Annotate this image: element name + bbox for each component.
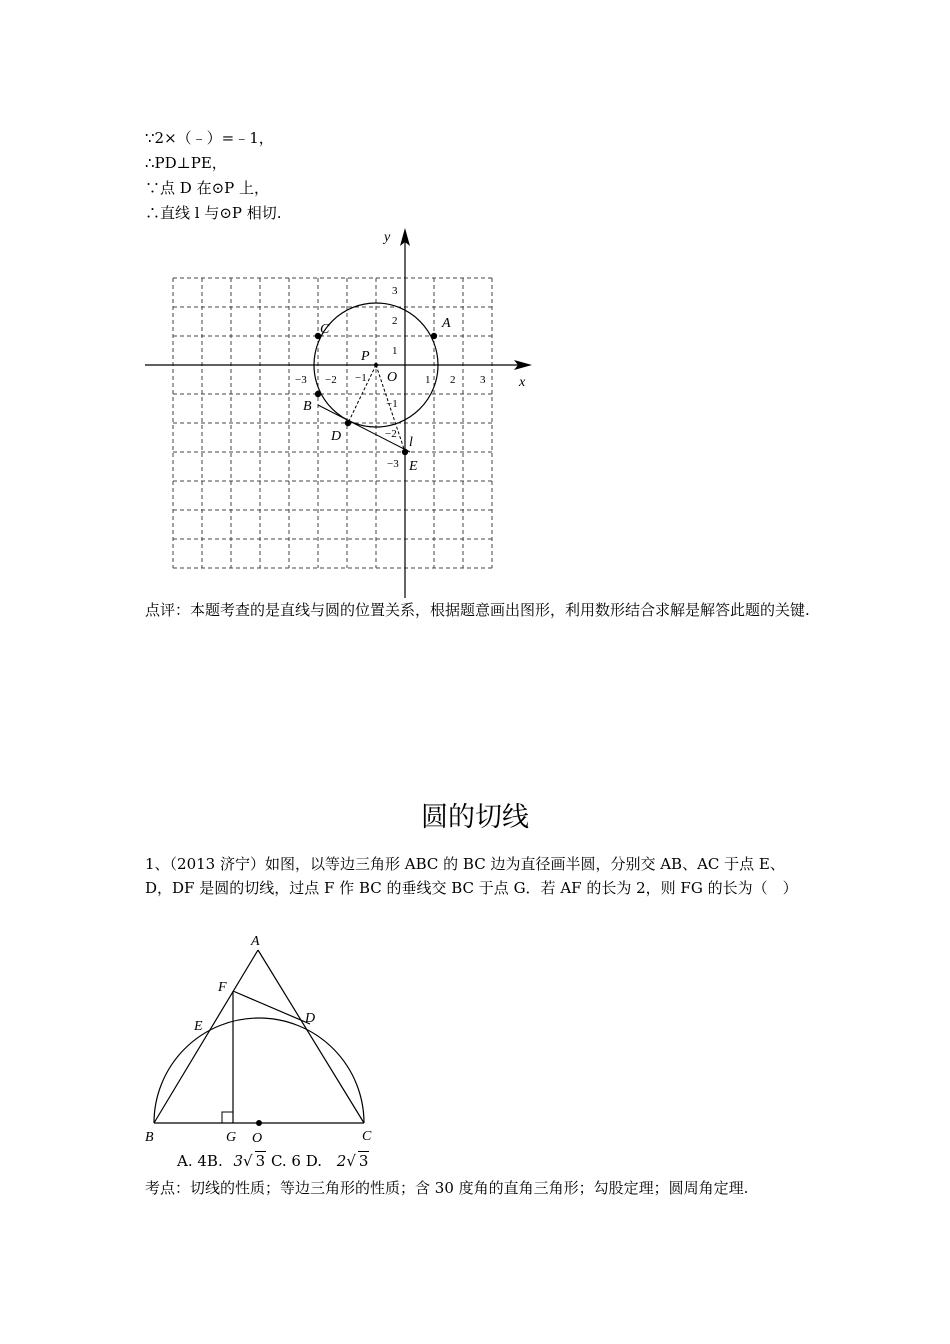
point-o <box>256 1120 262 1126</box>
x-tick-neg3: −3 <box>295 374 307 386</box>
point-p <box>374 363 378 367</box>
fig2-label-f: F <box>218 980 227 995</box>
answer-options <box>177 1151 369 1170</box>
point-b <box>315 391 321 397</box>
proof-line-2: ∴PD⊥PE， <box>145 154 227 172</box>
question-text: 1、（2013 济宁）如图，以等边三角形 ABC 的 BC 边为直径画半圆，分别交 AB、AC 于点 E、D，DF 是圆的切线，过点 F 作 BC 的垂线交 BC 于点 G．若 AF 的长为 2，则 FG 的长为（ ） <box>145 855 798 897</box>
fig2-label-a: A <box>251 934 260 949</box>
label-a: A <box>442 316 451 331</box>
fig2-label-e: E <box>194 1019 203 1034</box>
right-angle-mark <box>222 1112 233 1123</box>
label-axis-y: y <box>384 230 391 245</box>
fig2-label-g: G <box>226 1130 237 1145</box>
fig2-label-d: D <box>305 1011 316 1026</box>
point-e <box>402 449 408 455</box>
kaodian-text: 考点：切线的性质；等边三角形的性质；含 30 度角的直角三角形；勾股定理；圆周角定理. <box>145 1179 749 1197</box>
proof-line-4: ∴直线 l 与⊙P 相切. <box>145 204 282 222</box>
segment-ab <box>154 950 258 1123</box>
label-b: B <box>303 399 312 414</box>
x-tick-neg1: −1 <box>355 372 367 384</box>
sqrt-icon: √ <box>346 1152 356 1170</box>
fig2-label-b: B <box>145 1130 154 1145</box>
option-a: A. 4 <box>177 1152 207 1170</box>
option-c: C. 6 <box>270 1152 301 1170</box>
option-b-radicand: 3 <box>255 1152 266 1170</box>
x-tick-1: 1 <box>425 374 431 386</box>
label-e: E <box>409 459 418 474</box>
section-title: 圆的切线 <box>421 802 529 833</box>
option-b-coef: 3 <box>233 1152 244 1170</box>
sqrt-icon: √ <box>243 1152 253 1170</box>
label-line-l: l <box>409 435 413 450</box>
x-tick-3: 3 <box>480 374 486 386</box>
x-tick-neg2: −2 <box>325 374 337 386</box>
point-a <box>431 333 437 339</box>
y-tick-2: 2 <box>392 315 398 327</box>
option-b-value <box>234 1151 267 1170</box>
comment-text: 点评：本题考查的是直线与圆的位置关系，根据题意画出图形，利用数形结合求解是解答此题的关键. <box>145 601 810 619</box>
option-d: D. <box>305 1152 323 1170</box>
fig2-label-c: C <box>362 1129 372 1144</box>
option-b: B. <box>206 1152 223 1170</box>
fig2-label-o: O <box>252 1131 263 1146</box>
label-axis-x: x <box>519 375 526 390</box>
proof-line-3: ∵点 D 在⊙P 上， <box>145 179 269 197</box>
segment-ac <box>258 950 364 1123</box>
coordinate-figure <box>140 222 540 602</box>
y-tick-1: 1 <box>392 345 398 357</box>
option-d-radicand: 3 <box>358 1152 369 1170</box>
option-d-coef: 2 <box>336 1152 347 1170</box>
label-c: C <box>320 322 330 337</box>
y-tick-neg2: −2 <box>385 428 397 440</box>
y-tick-neg3: −3 <box>387 458 399 470</box>
proof-line-1: ∵2×（﹣）=﹣1， <box>145 129 274 147</box>
x-tick-2: 2 <box>450 374 456 386</box>
triangle-figure <box>140 930 390 1150</box>
y-tick-3: 3 <box>392 285 398 297</box>
y-tick-neg1: −1 <box>386 398 398 410</box>
label-d: D <box>331 429 342 444</box>
option-d-value <box>337 1151 370 1170</box>
point-d <box>345 420 351 426</box>
label-p: P <box>361 349 370 364</box>
label-origin: O <box>387 370 398 385</box>
